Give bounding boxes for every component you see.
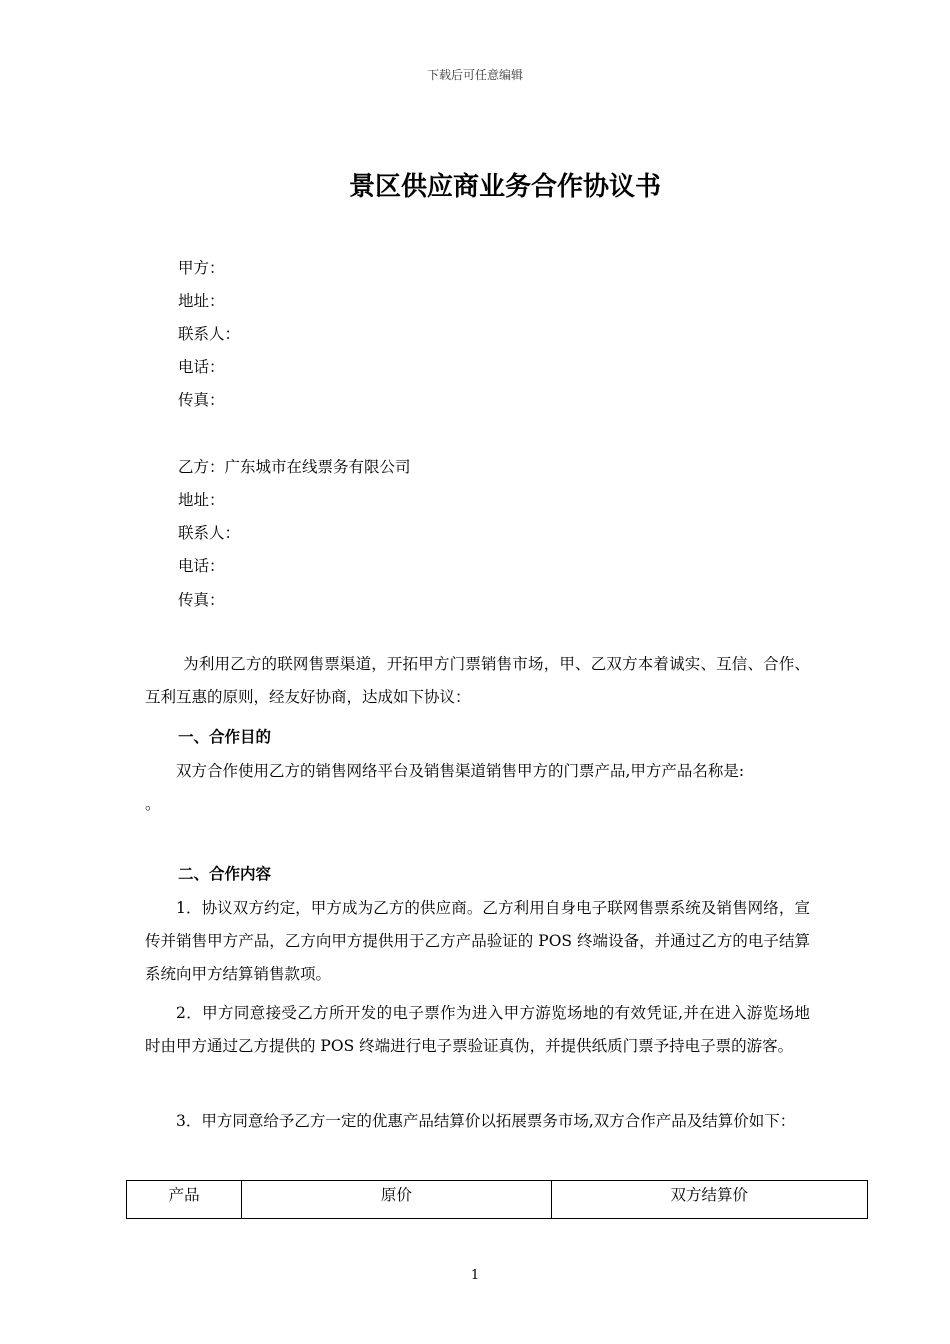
- section1-paragraph: [145, 755, 810, 821]
- section2-item3: [145, 1105, 810, 1138]
- section2-item2-text: 2．甲方同意接受乙方所开发的电子票作为进入甲方游览场地的有效凭证,并在进入游览场地时由甲方通过乙方提供的 POS 终端进行电子票验证真伪，并提供纸质门票予持电子票的游客。: [145, 1004, 810, 1055]
- party-b-address-label: 地址：: [178, 491, 225, 509]
- document-title: 景区供应商业务合作协议书: [348, 172, 661, 202]
- section2-item3-text: 3．甲方同意给予乙方一定的优惠产品结算价以拓展票务市场,双方合作产品及结算价如下：: [176, 1112, 796, 1130]
- party-a-contact-label: 联系人：: [178, 325, 241, 343]
- party-a-address-label: 地址：: [178, 292, 225, 310]
- table-header-row: [127, 1181, 868, 1219]
- party-a-name-label: 甲方：: [178, 259, 225, 277]
- party-a-fax-label: 传真：: [178, 391, 225, 409]
- section1-tail: 。: [145, 795, 161, 813]
- table-header-product: 产品: [127, 1181, 242, 1219]
- table-header-settlement-price: 双方结算价: [551, 1181, 867, 1219]
- header-note: 下载后可任意编辑: [426, 68, 523, 82]
- section2-item2: [145, 997, 810, 1063]
- section2-item1: [145, 892, 810, 991]
- party-b-contact-label: 联系人：: [178, 524, 241, 542]
- party-b-name-label: 乙方：广东城市在线票务有限公司: [178, 458, 411, 476]
- section2-item1-text: 1．协议双方约定，甲方成为乙方的供应商。乙方利用自身电子联网售票系统及销售网络，宣传并销售甲方产品，乙方向甲方提供用于乙方产品验证的 POS 终端设备，并通过乙方的电子结算系统向甲方结算销售款项。: [145, 899, 810, 983]
- section1-heading: 一、合作目的: [178, 728, 272, 746]
- page-number: 1: [470, 1268, 480, 1283]
- section2-heading: 二、合作内容: [178, 865, 272, 883]
- section1-text: 双方合作使用乙方的销售网络平台及销售渠道销售甲方的门票产品,甲方产品名称是:: [176, 762, 745, 780]
- party-b-phone-label: 电话：: [178, 557, 225, 575]
- intro-text: 为利用乙方的联网售票渠道，开拓甲方门票销售市场，甲、乙双方本着诚实、互信、合作、互利互惠的原则，经友好协商，达成如下协议：: [145, 655, 810, 706]
- intro-paragraph: [145, 648, 810, 714]
- price-table: [126, 1180, 868, 1219]
- table-header-original-price: 原价: [242, 1181, 551, 1219]
- party-b-fax-label: 传真：: [178, 591, 225, 609]
- party-a-phone-label: 电话：: [178, 358, 225, 376]
